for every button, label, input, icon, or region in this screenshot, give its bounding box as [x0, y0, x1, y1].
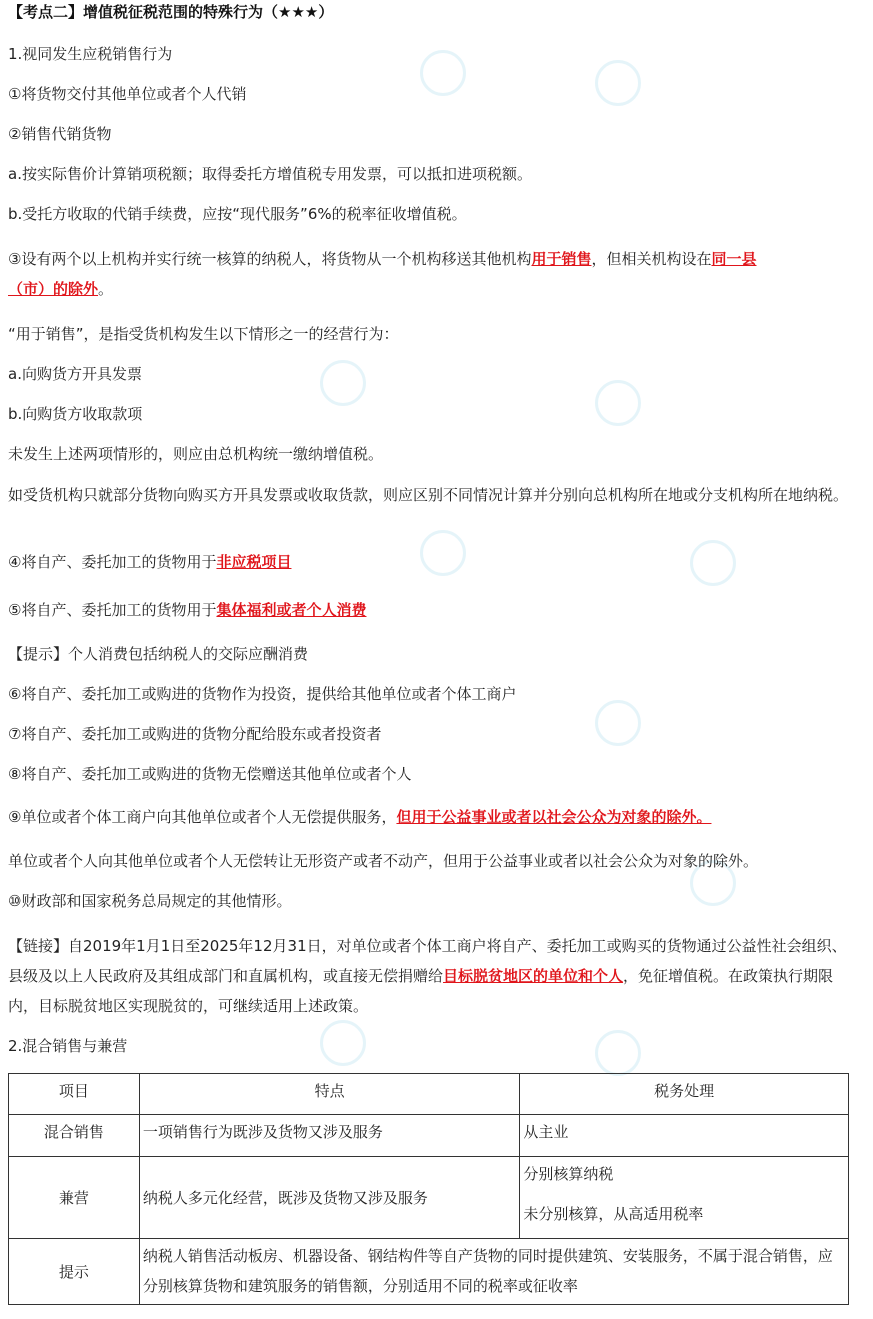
- paragraph: “用于销售”，是指受货机构发生以下情形之一的经营行为：: [8, 325, 399, 343]
- table-row: [9, 1239, 849, 1305]
- comparison-table: [8, 1073, 849, 1305]
- text: ③设有两个以上机构并实行统一核算的纳税人，将货物从一个机构移送其他机构: [8, 250, 532, 268]
- text: ，但相关机构设在: [591, 250, 712, 268]
- table-cell: 一项销售行为既涉及货物又涉及服务: [139, 1115, 520, 1157]
- highlight-text: 用于销售: [531, 250, 592, 268]
- text: ⑤将自产、委托加工的货物用于: [8, 601, 217, 619]
- table-cell: 兼营: [9, 1157, 140, 1239]
- text: 【链接】自2019年1月1日至2025年12月31日，对单位或者个体工商户将自产、委托加工或购买的货物通过公益性社会组织、县级及以上人民政府及其组成部门和直属机构，或直接无偿捐赠给: [8, 937, 847, 985]
- table-cell: 纳税人多元化经营，既涉及货物又涉及服务: [139, 1157, 520, 1239]
- list-item: b.向购货方收取款项: [8, 405, 143, 423]
- highlight-text: 集体福利或者个人消费: [216, 601, 367, 619]
- table-cell: [520, 1157, 849, 1239]
- list-item: ②销售代销货物: [8, 125, 112, 143]
- list-item: ⑧将自产、委托加工或购进的货物无偿赠送其他单位或者个人: [8, 765, 412, 783]
- heading-title: 增值税征税范围的特殊行为（★★★）: [83, 3, 334, 21]
- table-row: [9, 1115, 849, 1157]
- list-item: ⑦将自产、委托加工或购进的货物分配给股东或者投资者: [8, 725, 382, 743]
- table-header-cell: 税务处理: [520, 1074, 849, 1115]
- text: ④将自产、委托加工的货物用于: [8, 553, 217, 571]
- paragraph: 未发生上述两项情形的，则应由总机构统一缴纳增值税。: [8, 445, 384, 463]
- list-item: [8, 802, 849, 832]
- text: 。: [98, 280, 114, 298]
- highlight-text: 但用于公益事业或者以社会公众为对象的除外。: [396, 808, 712, 826]
- paragraph: [8, 244, 849, 304]
- list-item: [8, 595, 849, 625]
- list-item: [8, 547, 849, 577]
- heading-prefix: 【考点二】: [8, 3, 84, 21]
- subsection-title: 2.混合销售与兼营: [8, 1037, 128, 1055]
- table-header-cell: 项目: [9, 1074, 140, 1115]
- list-item: a.按实际售价计算销项税额；取得委托方增值税专用发票，可以抵扣进项税额。: [8, 165, 532, 183]
- highlight-text: 目标脱贫地区的单位和个人: [443, 967, 624, 985]
- cell-line: 分别核算纳税: [523, 1165, 614, 1183]
- list-item: ⑩财政部和国家税务总局规定的其他情形。: [8, 892, 292, 910]
- list-item: ⑥将自产、委托加工或购进的货物作为投资，提供给其他单位或者个体工商户: [8, 685, 517, 703]
- link-note: [8, 931, 849, 1021]
- table-header-row: [9, 1074, 849, 1115]
- list-item: a.向购货方开具发票: [8, 365, 142, 383]
- list-item: b.受托方收取的代销手续费，应按“现代服务”6%的税率征收增值税。: [8, 205, 467, 223]
- text: ，免征增值税。在政策执行期限内，目标脱贫地区实现脱贫的，可继续适用上述政策。: [8, 967, 834, 1015]
- list-item: ①将货物交付其他单位或者个人代销: [8, 85, 247, 103]
- highlight-text: 非应税项目: [216, 553, 292, 571]
- table-cell: 提示: [9, 1239, 140, 1305]
- subsection-title: 1.视同发生应税销售行为: [8, 45, 173, 63]
- table-cell: 混合销售: [9, 1115, 140, 1157]
- table-row: [9, 1157, 849, 1239]
- highlight-text: 同一县: [711, 250, 757, 268]
- table-cell: 从主业: [520, 1115, 849, 1157]
- paragraph: 单位或者个人向其他单位或者个人无偿转让无形资产或者不动产，但用于公益事业或者以社会公众为对象的除外。: [8, 852, 759, 870]
- tip-line: 【提示】个人消费包括纳税人的交际应酬消费: [8, 645, 309, 663]
- highlight-text: （市）的除外: [8, 280, 99, 298]
- table-header-cell: 特点: [139, 1074, 520, 1115]
- cell-line: 未分别核算，从高适用税率: [523, 1205, 704, 1223]
- table-cell: 纳税人销售活动板房、机器设备、钢结构件等自产货物的同时提供建筑、安装服务，不属于混合销售，应分别核算货物和建筑服务的销售额，分别适用不同的税率或征收率: [139, 1239, 848, 1305]
- paragraph: 如受货机构只就部分货物向购买方开具发票或收取货款，则应区别不同情况计算并分别向总机构所在地或分支机构所在地纳税。: [8, 486, 849, 504]
- text: ⑨单位或者个体工商户向其他单位或者个人无偿提供服务，: [8, 808, 397, 826]
- section-heading: [8, 0, 849, 27]
